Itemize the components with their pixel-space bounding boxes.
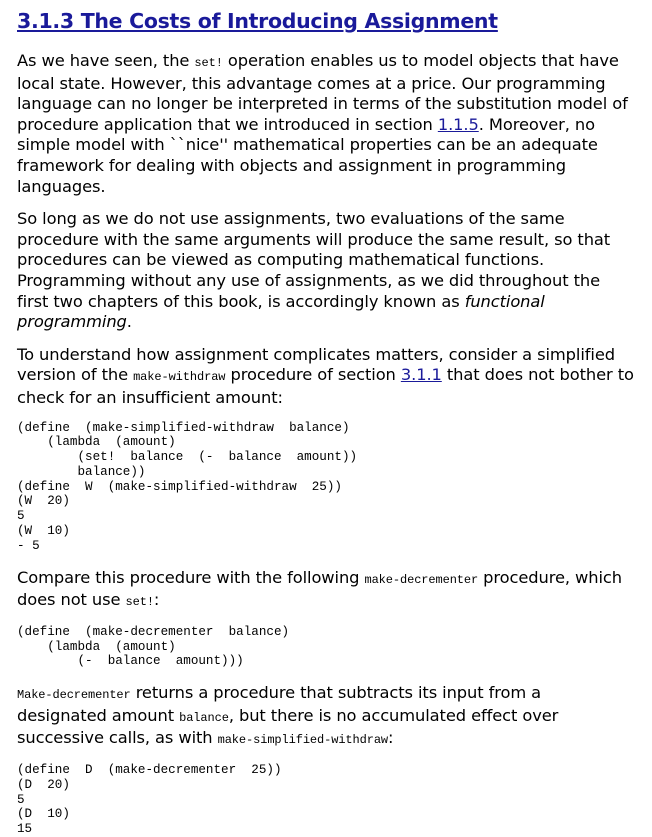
code-block-make-decrementer: (define (make-decrementer balance) (lambda (amount) (- balance amount))) [17,624,290,669]
p3-text-3: that does not bother to check for an insufficient amount: [17,365,634,407]
p4-text-1: Compare this procedure with the following [17,567,365,587]
p2-text-2: . [126,312,132,332]
p5-code-make-decrementer: Make-decrementer [17,688,131,703]
p5-code-make-simplified-withdraw: make-simplified-withdraw [217,733,389,748]
p3-text-1: To understand how assignment complicates matters, consider a simplified version of the [17,344,615,385]
paragraph-set-costs [17,51,634,197]
p5-text-3: : [388,728,394,748]
paragraph-functional-programming [17,209,634,333]
p4-text-3: : [153,590,160,610]
code-block-simplified-withdraw: (define (make-simplified-withdraw balance) (lambda (amount) (set! balance (- balance amount)) balance)) (define W (make-simplified-withdraw 25)) (W 20) 5 (W 10) - 5 [17,420,358,553]
p1-text-3: . Moreover, no simple model with ``nice'' mathematical properties can be an adequate framework for dealing with objects and assignment in programming languages. [17,114,598,196]
paragraph-compare-decrementer [17,568,634,613]
section-link-1-1-5[interactable]: 1.1.5 [437,114,479,134]
paragraph-decrementer-explanation [17,683,634,751]
p1-text-1: As we have seen, the [17,51,195,70]
p4-code-set: set! [125,595,154,610]
p5-text-1: returns a procedure that subtracts its input from a designated amount [17,683,542,725]
code-block-decrementer-usage: (define D (make-decrementer 25)) (D 20) 5 (D 10) 15 [17,763,282,837]
p2-text-1: So long as we do not use assignments, two evaluations of the same procedure with the same arguments will produce the same result, so that procedures can be viewed as computing mathematical functions. Programming without any use of assignments, as we did throughout the first two chapters of this book, is accordingly known as [17,209,611,311]
p5-text-2: , but there is no accumulated effect over successive calls, as with [17,705,559,748]
paragraph-simplified-withdraw [17,345,634,409]
p1-code-set: set! [194,56,223,70]
p5-code-balance: balance [179,710,229,725]
p4-code-make-decrementer: make-decrementer [364,572,479,587]
section-link-3-1-1[interactable]: 3.1.1 [400,365,442,385]
section-title [17,9,634,33]
p4-text-2: procedure, which does not use [17,567,622,610]
p3-code-make-withdraw: make-withdraw [133,370,226,385]
p2-emphasis: functional programming [17,291,545,332]
section-title-link[interactable]: 3.1.3 The Costs of Introducing Assignment [17,9,498,33]
p1-text-2: operation enables us to model objects that have local state. However, this advantage comes at a price. Our programming language can no longer be interpreted in terms of the substitution model of procedure application that we introduced in section [17,51,628,134]
p3-text-2: procedure of section [225,365,401,385]
